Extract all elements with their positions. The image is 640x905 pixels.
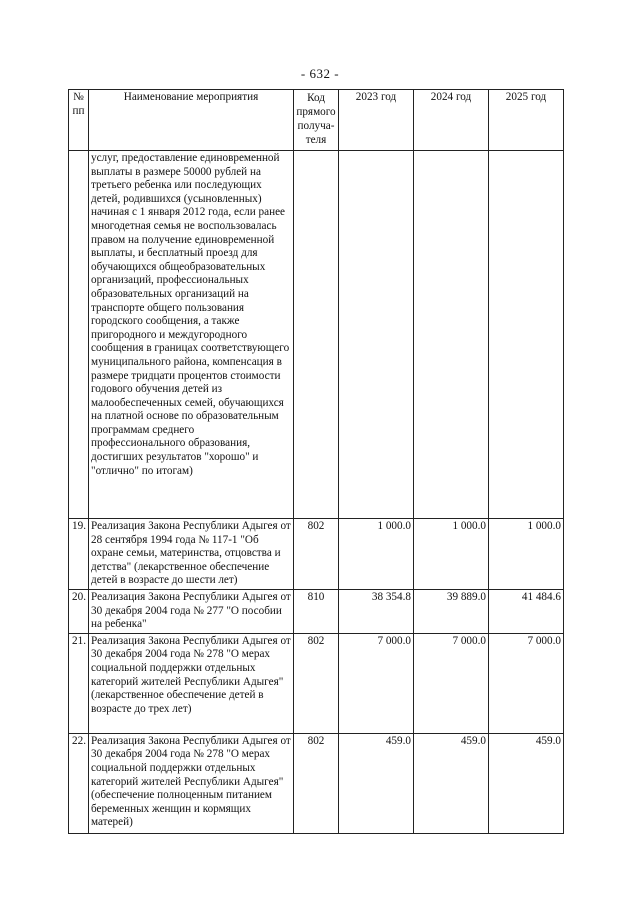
row-2024: 7 000.0 [414,633,489,733]
row-2023 [339,151,414,519]
row-code [294,151,339,519]
table-header-row [69,90,564,151]
header-2024: 2024 год [414,90,489,151]
table-row [69,590,564,634]
header-num: № пп [69,90,89,151]
row-2025: 41 484.6 [489,590,564,634]
row-2023: 7 000.0 [339,633,414,733]
header-2025: 2025 год [489,90,564,151]
row-2023: 38 354.8 [339,590,414,634]
row-2025: 7 000.0 [489,633,564,733]
page-number: - 632 - [300,66,340,81]
header-2023: 2023 год [339,90,414,151]
row-code: 802 [294,633,339,733]
row-2024: 459.0 [414,733,489,833]
row-2025: 459.0 [489,733,564,833]
row-num: 22. [69,733,89,833]
table-row [69,633,564,733]
budget-table [68,89,564,834]
row-2024: 1 000.0 [414,519,489,590]
table-row [69,519,564,590]
row-code: 810 [294,590,339,634]
table-row [69,733,564,833]
header-code: Код прямого получа-теля [294,90,339,151]
row-num: 20. [69,590,89,634]
row-code: 802 [294,733,339,833]
row-2024: 39 889.0 [414,590,489,634]
row-2023: 459.0 [339,733,414,833]
row-name: Реализация Закона Республики Адыгея от 30 декабря 2004 года № 278 "О мерах социальной поддержки отдельных категорий жителей Республики Адыгея" (обеспечение полноценным питанием беременных женщин и кормящих матерей) [89,733,294,833]
table-row-continuation [69,151,564,519]
row-num [69,151,89,519]
row-2024 [414,151,489,519]
row-2023: 1 000.0 [339,519,414,590]
row-num: 21. [69,633,89,733]
row-2025 [489,151,564,519]
row-name: Реализация Закона Республики Адыгея от 30 декабря 2004 года № 278 "О мерах социальной поддержки отдельных категорий жителей Республики Адыгея" (лекарственное обеспечение детей в возрасте до трех лет) [89,633,294,733]
row-code: 802 [294,519,339,590]
row-name: услуг, предоставление единовременной выплаты в размере 50000 рублей на третьего ребенка или последующих детей, родившихся (усыновленных) начиная с 1 января 2012 года, если ранее многодетная семья не воспользовалась правом на получение единовременной выплаты, и бесплатный проезд для обучающихся общеобразовательных организаций, профессиональных образовательных организаций на транспорте общего пользования городского сообщения, а также пригородного и междугородного сообщения в границах соответствующего муниципального района, компенсация в размере тридцати процентов стоимости годового обучения детей из малообеспеченных семей, обучающихся на платной основе по образовательным программам среднего профессионального образования, достигших результатов "хорошо" и "отлично" по итогам) [89,151,294,519]
row-num: 19. [69,519,89,590]
header-name: Наименование мероприятия [89,90,294,151]
row-2025: 1 000.0 [489,519,564,590]
row-name: Реализация Закона Республики Адыгея от 28 сентября 1994 года № 117-1 "Об охране семьи, материнства, отцовства и детства" (лекарственное обеспечение детей в возрасте до шести лет) [89,519,294,590]
row-name: Реализация Закона Республики Адыгея от 30 декабря 2004 года № 277 "О пособии на ребенка" [89,590,294,634]
